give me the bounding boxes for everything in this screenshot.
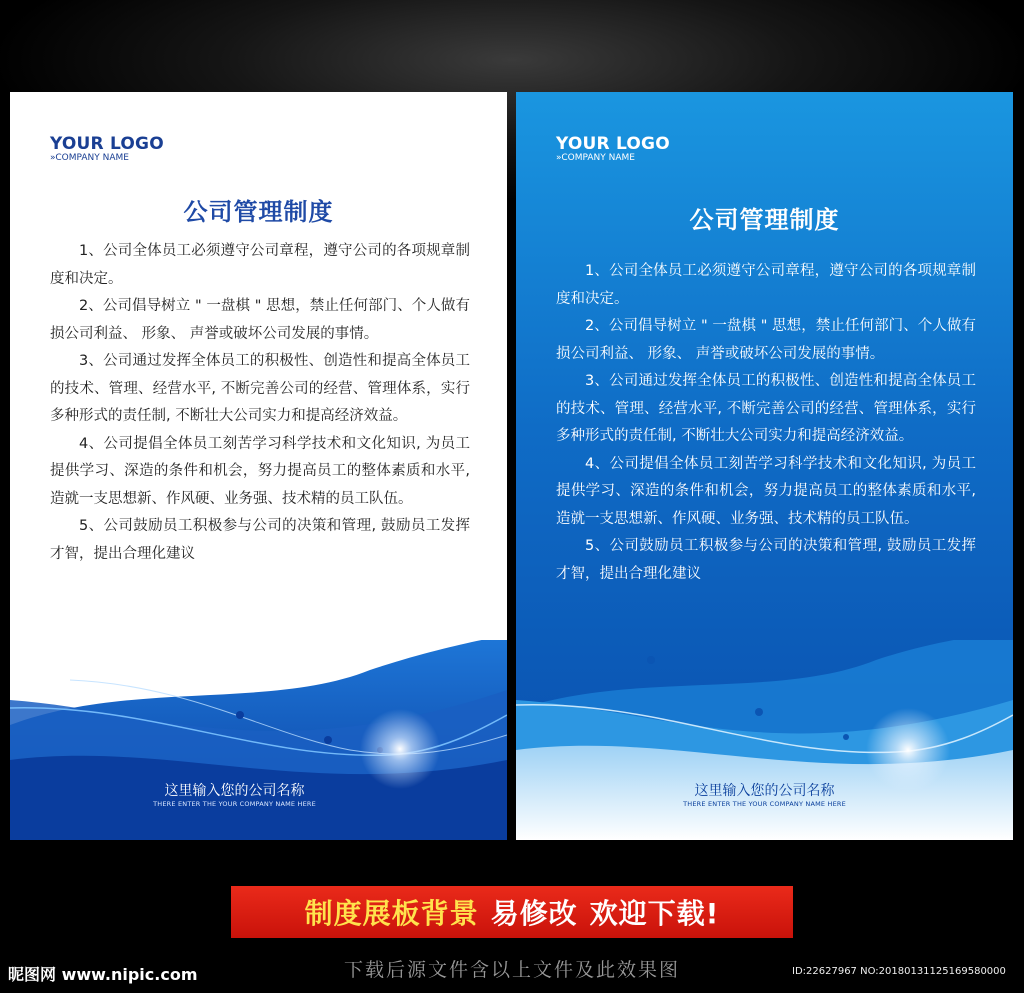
rule-paragraph: 2、公司倡导树立 " 一盘棋 " 思想，禁止任何部门、个人做有损公司利益、 形象、 声誉或破坏公司发展的事情。 — [556, 318, 976, 362]
wave-decoration — [10, 640, 507, 840]
rule-paragraph: 3、公司通过发挥全体员工的积极性、创造性和提高全体员工的技术、管理、经营水平, 不断完善公司的经营、管理体系，实行多种形式的责任制, 不断壮大公司实力和提高经济效益。 — [556, 373, 976, 444]
logo-subtitle: »COMPANY NAME — [50, 153, 129, 163]
left-board — [10, 92, 507, 840]
image-id: ID:22627967 NO:20180131125169580000 — [792, 966, 1006, 977]
logo-title: YOUR LOGO — [50, 134, 164, 154]
rule-paragraph: 4、公司提倡全体员工刻苦学习科学技术和文化知识, 为员工提供学习、深造的条件和机会，努力提高员工的整体素质和水平, 造就一支思想新、作风硬、业务强、技术精的员工队伍。 — [556, 455, 976, 527]
company-name: 这里输入您的公司名称 — [164, 783, 305, 799]
right-board — [516, 92, 1013, 840]
rules-text — [50, 238, 470, 568]
banner-text-download: 欢迎下载! — [589, 897, 720, 930]
board-heading: 公司管理制度 — [183, 198, 334, 226]
rule-paragraph: 4、公司提倡全体员工刻苦学习科学技术和文化知识, 为员工提供学习、深造的条件和机会，努力提高员工的整体素质和水平, 造就一支思想新、作风硬、业务强、技术精的员工队伍。 — [50, 435, 470, 507]
site-watermark: 昵图网 www.nipic.com — [8, 965, 198, 984]
rule-paragraph: 1、公司全体员工必须遵守公司章程，遵守公司的各项规章制度和决定。 — [556, 263, 976, 307]
banner-text-main: 制度展板背景 — [304, 897, 479, 930]
rule-paragraph: 5、公司鼓励员工积极参与公司的决策和管理, 鼓励员工发挥才智，提出合理化建议 — [556, 538, 976, 582]
banner-text-editable: 易修改 — [490, 897, 578, 930]
rules-text — [556, 258, 976, 588]
rule-paragraph: 1、公司全体员工必须遵守公司章程，遵守公司的各项规章制度和决定。 — [50, 243, 470, 287]
company-name: 这里输入您的公司名称 — [694, 783, 835, 799]
company-name-english: THERE ENTER THE YOUR COMPANY NAME HERE — [683, 800, 846, 808]
board-heading: 公司管理制度 — [689, 206, 840, 234]
rule-paragraph: 3、公司通过发挥全体员工的积极性、创造性和提高全体员工的技术、管理、经营水平, 不断完善公司的经营、管理体系，实行多种形式的责任制, 不断壮大公司实力和提高经济效益。 — [50, 353, 470, 424]
company-name-english: THERE ENTER THE YOUR COMPANY NAME HERE — [153, 800, 316, 808]
rule-paragraph: 5、公司鼓励员工积极参与公司的决策和管理, 鼓励员工发挥才智，提出合理化建议 — [50, 518, 470, 562]
wave-decoration — [516, 640, 1013, 840]
logo-title: YOUR LOGO — [556, 134, 670, 154]
download-note: 下载后源文件含以上文件及此效果图 — [343, 959, 680, 981]
promo-banner — [231, 886, 793, 938]
rule-paragraph: 2、公司倡导树立 " 一盘棋 " 思想，禁止任何部门、个人做有损公司利益、 形象、 声誉或破坏公司发展的事情。 — [50, 298, 470, 342]
logo-subtitle: »COMPANY NAME — [556, 153, 635, 163]
